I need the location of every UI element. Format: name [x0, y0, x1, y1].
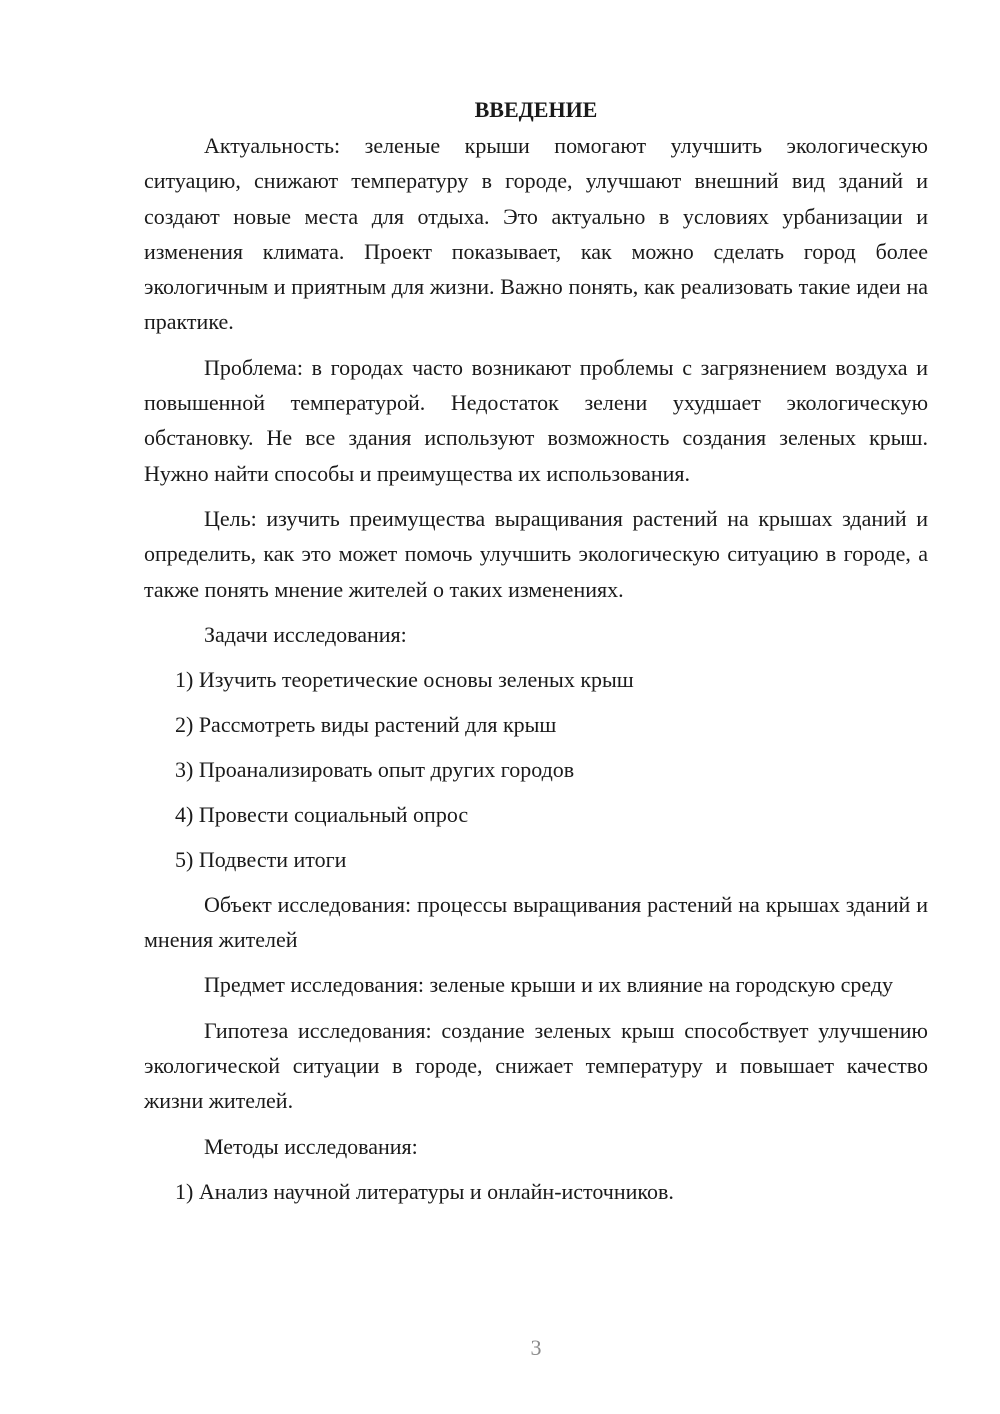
task-item: 1) Изучить теоретические основы зеленых крыш: [175, 666, 634, 692]
task-item: 4) Провести социальный опрос: [175, 801, 469, 827]
task-item: 3) Проанализировать опыт других городов: [175, 756, 575, 782]
document-page: [144, 92, 928, 1219]
methods-label: Методы исследования:: [204, 1133, 418, 1159]
subject-paragraph: Предмет исследования: зеленые крыши и их влияние на городскую среду: [204, 972, 894, 998]
object-paragraph: Объект исследования: процессы выращивания растений на крышах зданий и мнения жителей: [144, 891, 928, 953]
tasks-label: Задачи исследования:: [204, 621, 407, 647]
tasks-list: [144, 662, 928, 877]
hypothesis-paragraph: Гипотеза исследования: создание зеленых крыш способствует улучшению экологической ситуации в городе, снижает температуру и повышает качество жизни жителей.: [144, 1017, 928, 1114]
problem-paragraph: Проблема: в городах часто возникают проблемы с загрязнением воздуха и повышенной температурой. Недостаток зелени ухудшает экологическую обстановку. Не все здания используют возможность создания зеленых крыш. Нужно найти способы и преимущества их использования.: [144, 354, 928, 486]
task-item: 5) Подвести итоги: [175, 846, 347, 872]
page-number: 3: [530, 1335, 542, 1360]
task-item: 2) Рассмотреть виды растений для крыш: [175, 711, 557, 737]
method-item: 1) Анализ научной литературы и онлайн-источников.: [175, 1178, 674, 1204]
methods-list: [144, 1174, 928, 1209]
relevance-paragraph: Актуальность: зеленые крыши помогают улучшить экологическую ситуацию, снижают температуру в городе, улучшают внешний вид зданий и создают новые места для отдыха. Это актуально в условиях урбанизации и изменения климата. Проект показывает, как можно сделать город более экологичным и приятным для жизни. Важно понять, как реализовать такие идеи на практике.: [144, 133, 928, 335]
section-title: ВВЕДЕНИЕ: [474, 97, 598, 122]
goal-paragraph: Цель: изучить преимущества выращивания растений на крышах зданий и определить, как это может помочь улучшить экологическую ситуацию в городе, а также понять мнение жителей о таких изменениях.: [144, 505, 928, 602]
